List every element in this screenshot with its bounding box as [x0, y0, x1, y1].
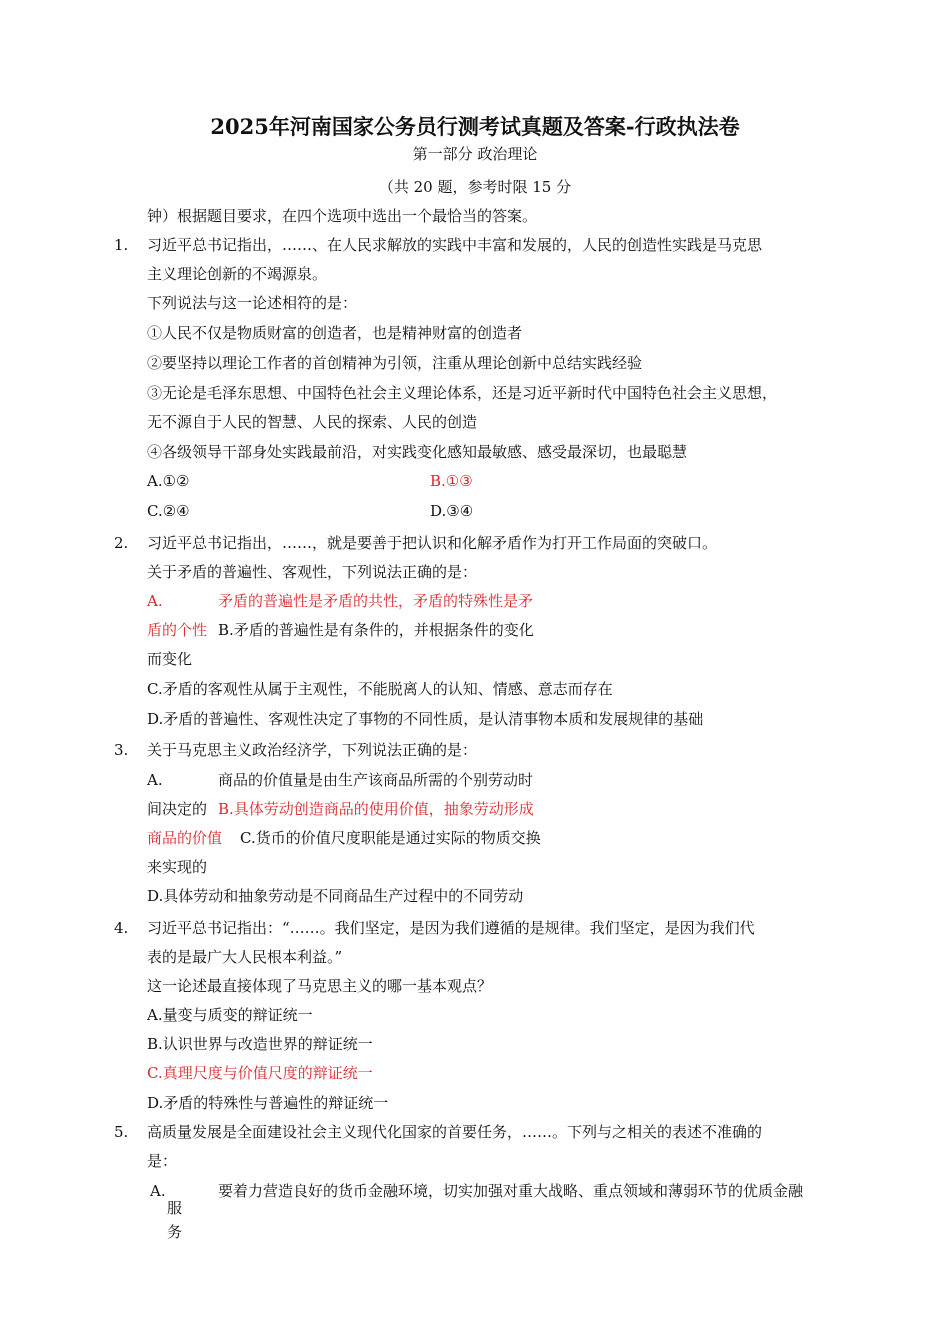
- question-stem: 主义理论创新的不竭源泉。: [147, 265, 328, 283]
- question-prompt: 下列说法与这一论述相符的是：: [147, 294, 358, 312]
- option-a-label: A.: [147, 771, 163, 789]
- question-stem: 习近平总书记指出：“……。我们坚定，是因为我们遵循的是规律。我们坚定，是因为我们代: [147, 919, 755, 937]
- question-stem: 表的是最广大人民根本利益。”: [147, 948, 343, 966]
- option-d: D.矛盾的普遍性、客观性决定了事物的不同性质，是认清事物本质和发展规律的基础: [147, 710, 704, 728]
- question-stem: 关于马克思主义政治经济学，下列说法正确的是：: [147, 741, 478, 759]
- option-c: C.矛盾的客观性从属于主观性，不能脱离人的认知、情感、意志而存在: [147, 680, 613, 698]
- option-a-label: A.: [147, 592, 163, 610]
- question-number: 2.: [114, 534, 129, 552]
- question-prompt: 关于矛盾的普遍性、客观性，下列说法正确的是：: [147, 563, 478, 581]
- option-a-answer: 矛盾的普遍性是矛盾的共性，矛盾的特殊性是矛: [218, 592, 534, 610]
- intro-line-1: （共 20 题，参考时限 15 分: [378, 178, 572, 196]
- option-b: B.矛盾的普遍性是有条件的，并根据条件的变化: [218, 621, 534, 639]
- option-a-wrap: 服: [167, 1199, 183, 1217]
- statement-2: ②要坚持以理论工作者的首创精神为引领，注重从理论创新中总结实践经验: [147, 354, 643, 372]
- option-c: C.②④: [147, 502, 190, 520]
- document-title: 2025年河南国家公务员行测考试真题及答案-行政执法卷: [210, 114, 740, 139]
- option-c-answer: C.真理尺度与价值尺度的辩证统一: [147, 1064, 373, 1082]
- option-d: D.矛盾的特殊性与普遍性的辩证统一: [147, 1094, 389, 1112]
- question-prompt: 这一论述最直接体现了马克思主义的哪一基本观点？: [147, 977, 493, 995]
- option-b-answer: B.具体劳动创造商品的使用价值，抽象劳动形成: [218, 800, 534, 818]
- option-a-wrap: 务: [167, 1223, 183, 1241]
- part-title: 第一部分 政治理论: [412, 145, 538, 163]
- option-c: C.货币的价值尺度职能是通过实际的物质交换: [240, 829, 541, 847]
- intro-line-2: 钟）根据题目要求，在四个选项中选出一个最恰当的答案。: [147, 207, 538, 225]
- question-stem: 习近平总书记指出，……、在人民求解放的实践中丰富和发展的，人民的创造性实践是马克思: [147, 236, 763, 254]
- option-a: 要着力营造良好的货币金融环境，切实加强对重大战略、重点领域和薄弱环节的优质金融: [218, 1182, 804, 1200]
- option-a-label: A.: [150, 1182, 166, 1200]
- option-a-cont: 间决定的: [147, 800, 208, 818]
- option-d: D.具体劳动和抽象劳动是不同商品生产过程中的不同劳动: [147, 887, 524, 905]
- option-b-answer: B.①③: [430, 472, 473, 490]
- statement-1: ①人民不仅是物质财富的创造者，也是精神财富的创造者: [147, 324, 523, 342]
- statement-4: ④各级领导干部身处实践最前沿，对实践变化感知最敏感、感受最深切，也最聪慧: [147, 443, 688, 461]
- option-d: D.③④: [430, 502, 474, 520]
- statement-3-cont: 无不源自于人民的智慧、人民的探索、人民的创造: [147, 413, 478, 431]
- statement-3: ③无论是毛泽东思想、中国特色社会主义理论体系，还是习近平新时代中国特色社会主义思想，: [147, 384, 778, 402]
- question-number: 4.: [114, 919, 129, 937]
- option-a: A.①②: [147, 472, 190, 490]
- question-number: 5.: [114, 1123, 129, 1141]
- option-c-cont: 来实现的: [147, 858, 208, 876]
- question-number: 1.: [114, 236, 129, 254]
- option-b-answer-cont: 商品的价值: [147, 829, 223, 847]
- question-stem: 是：: [147, 1152, 178, 1170]
- option-b-cont: 而变化: [147, 650, 193, 668]
- question-number: 3.: [114, 741, 129, 759]
- option-a: 商品的价值量是由生产该商品所需的个别劳动时: [218, 771, 534, 789]
- question-stem: 习近平总书记指出，……，就是要善于把认识和化解矛盾作为打开工作局面的突破口。: [147, 534, 718, 552]
- option-a-answer-cont: 盾的个性: [147, 621, 208, 639]
- option-b: B.认识世界与改造世界的辩证统一: [147, 1035, 373, 1053]
- question-stem: 高质量发展是全面建设社会主义现代化国家的首要任务，……。下列与之相关的表述不准确的: [147, 1123, 763, 1141]
- option-a: A.量变与质变的辩证统一: [147, 1006, 313, 1024]
